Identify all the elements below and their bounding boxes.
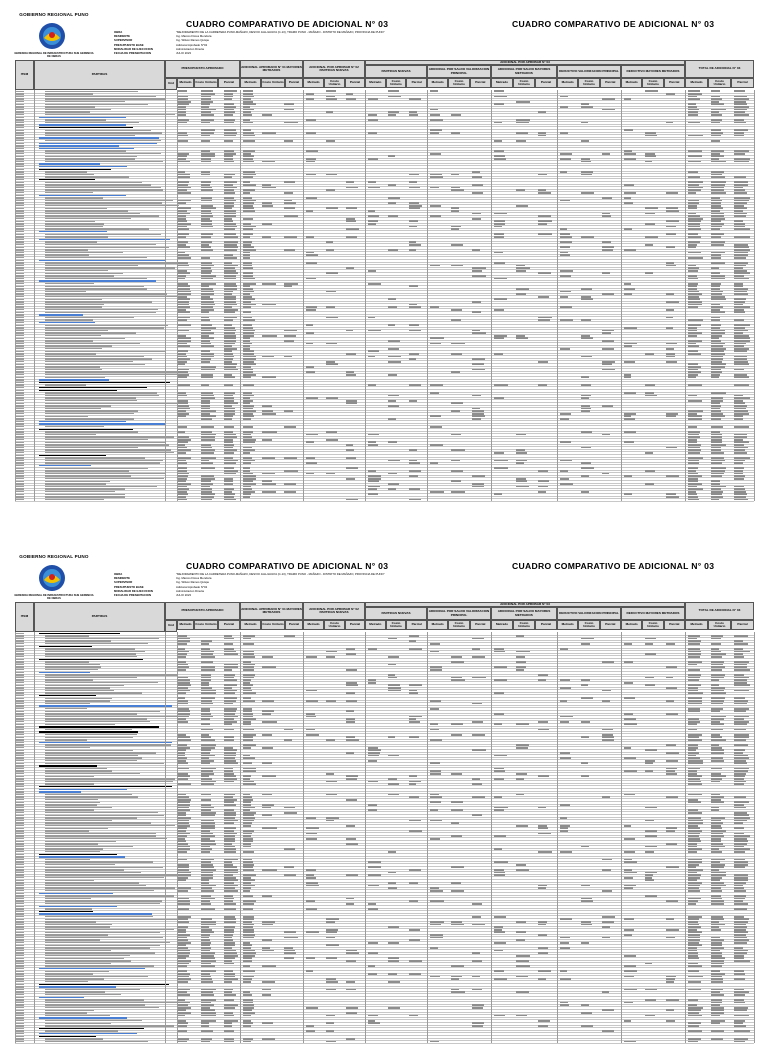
header-partidas-nuevas-metrado: Metrado [365,78,386,88]
row-value [178,1041,187,1043]
document-title-repeat: CUADRO COMPARATIVO DE ADICIONAL N° 03 [512,19,714,29]
header-adicional-por-aprobar: ADICIONAL POR APROBAR N° 02 PARTIDAS NUEVAS [303,602,365,620]
header-total-metrado: Metrado [685,620,708,630]
row-value [178,499,187,501]
header-total-metrado: Metrado [685,78,708,88]
meta-value: Administracion Directa [176,589,506,593]
header-deductivo-principal-costo_unitario: Costo Unitario [578,78,599,88]
header-deductivo-principal-metrado: Metrado [557,78,578,88]
meta-label: RESIDENTE [114,576,153,580]
header-partidas-nuevas-metrado: Metrado [365,620,386,630]
header-presupuesto-costo_unitario: Costo Unitario [194,620,218,630]
meta-label: PRESUPUESTO BASE [114,43,153,47]
header-adicional-por-aprobar-costo_unitario: Costo Unitario [324,78,345,88]
meta-value: "MEJORAMIENTO DE LA CARRETERA PUNO-MAÑAZO, DESVIO JALLIHUAYA (C-13), TRAMO PUNO - MAÑAZO - DISTRITO DE MAÑAZO, PROVINCIA DE PUNO" [176,30,506,34]
header-partidas: PARTIDAS [34,602,165,632]
header-deductivo-principal: DEDUCTIVO VALORIZACION PRINCIPAL [557,607,621,620]
header-deductivo-mayores: DEDUCTIVO MAYORES METRADOS [621,607,685,620]
header-partidas-nuevas-parcial: Parcial [406,78,427,88]
emblem-caption: GERENCIA REGIONAL DE INFRAESTRUCTURA SUB GERENCIA DE OBRAS [14,52,94,58]
header-deductivo-principal-costo_unitario: Costo Unitario [578,620,599,630]
header-adicional-03: ADICIONAL POR APROBAR N° 03 [365,60,685,65]
header-presupuesto-metrado: Metrado [177,620,194,630]
meta-values [176,30,506,55]
header-adicional-por-aprobar-parcial: Parcial [345,620,365,630]
meta-labels [114,30,153,55]
meta-label: OBRA [114,572,153,576]
organization-name: GOBIERNO REGIONAL PUNO [18,554,90,559]
header-deductivo-mayores-parcial: Parcial [664,78,685,88]
meta-value: JULIO 2023 [176,51,506,55]
header-presupuesto-metrado: Metrado [177,78,194,88]
header-total-costo_unitario: Costo Unitario [708,620,731,630]
row-value [201,1041,210,1043]
header-partidas: PARTIDAS [34,60,165,90]
row-item-code [16,1041,24,1043]
meta-labels [114,572,153,597]
header-adicional-por-aprobar-parcial: Parcial [345,78,365,88]
meta-value: Administracion Directa [176,47,506,51]
header-adicional-por-aprobar: ADICIONAL POR APROBAR N° 02 PARTIDAS NUEVAS [303,60,365,78]
document-title: CUADRO COMPARATIVO DE ADICIONAL N° 03 [186,19,388,29]
meta-value: JULIO 2023 [176,593,506,597]
meta-value: Adicional Aprobado N°02 [176,43,506,47]
row-value [430,1041,439,1043]
header-adicional-por-aprobar-metrado: Metrado [303,78,324,88]
header-total: TOTAL DE ADICIONAL N° 03 [685,602,754,620]
header-presupuesto-parcial: Parcial [218,78,240,88]
header-saldo-mayores-metrado: Metrado [491,620,513,630]
meta-label: PRESUPUESTO BASE [114,585,153,589]
document-title: CUADRO COMPARATIVO DE ADICIONAL N° 03 [186,561,388,571]
header-total: TOTAL DE ADICIONAL N° 03 [685,60,754,78]
meta-label: MODALIDAD DE EJECUCION [114,47,153,51]
header-deductivo-principal-parcial: Parcial [600,78,621,88]
header-saldo-principal: ADICIONAL POR SALDO VALORIZACION PRINCIPAL [427,607,491,620]
header-saldo-mayores-parcial: Parcial [535,78,557,88]
row-value [326,1041,336,1043]
header-saldo-mayores-parcial: Parcial [535,620,557,630]
regional-emblem-icon [38,564,66,592]
table-row [15,1040,754,1044]
header-adicional-aprobado-parcial: Parcial [285,78,303,88]
meta-label: OBRA [114,30,153,34]
meta-value: "MEJORAMIENTO DE LA CARRETERA PUNO-MAÑAZO, DESVIO JALLIHUAYA (C-13), TRAMO PUNO - MAÑAZO - DISTRITO DE MAÑAZO, PROVINCIA DE PUNO" [176,572,506,576]
table-row [15,498,754,502]
meta-label: MODALIDAD DE EJECUCION [114,589,153,593]
header-saldo-mayores: ADICIONAL POR SALDO MAYORES METRADOS [491,607,557,620]
header-deductivo-principal: DEDUCTIVO VALORIZACION PRINCIPAL [557,65,621,78]
meta-label: RESIDENTE [114,34,153,38]
header-partidas-nuevas-costo_unitario: Costo Unitario [386,78,407,88]
header-deductivo-mayores: DEDUCTIVO MAYORES METRADOS [621,65,685,78]
header-adicional-aprobado-metrado: Metrado [240,620,261,630]
row-value [734,1041,745,1043]
row-value [711,499,719,501]
header-saldo-principal-parcial: Parcial [470,78,491,88]
header-deductivo-mayores-metrado: Metrado [621,78,642,88]
header-item: ITEM [15,602,34,632]
header-saldo-mayores: ADICIONAL POR SALDO MAYORES METRADOS [491,65,557,78]
meta-value: Adicional Aprobado N°02 [176,585,506,589]
row-value [688,1041,698,1043]
header-und: Und [165,78,177,90]
organization-name: GOBIERNO REGIONAL PUNO [18,12,90,17]
header-saldo-mayores-costo_unitario: Costo Unitario [513,78,535,88]
meta-value: Ing. Marcos Flores Mendoza [176,34,506,38]
header-saldo-principal-costo_unitario: Costo Unitario [448,78,469,88]
document-title-repeat: CUADRO COMPARATIVO DE ADICIONAL N° 03 [512,561,714,571]
row-value [224,499,236,501]
meta-label: SUPERVISOR [114,580,153,584]
header-partidas-nuevas: PARTIDAS NUEVAS [365,607,427,620]
header-total-costo_unitario: Costo Unitario [708,78,731,88]
row-description [45,499,104,501]
header-presupuesto-costo_unitario: Costo Unitario [194,78,218,88]
row-value [243,1041,251,1043]
header-adicional-aprobado-parcial: Parcial [285,620,303,630]
meta-value: Ing. Wilson Ramos Quispe [176,580,506,584]
header-adicional-aprobado-metrado: Metrado [240,78,261,88]
header-deductivo-mayores-parcial: Parcial [664,620,685,630]
row-value [688,499,699,501]
header-saldo-mayores-metrado: Metrado [491,78,513,88]
header-adicional-aprobado-costo_unitario: Costo Unitario [261,620,285,630]
header-presupuesto: PRESUPUESTO APROBADO [165,602,240,620]
page-1 [0,12,768,482]
header-deductivo-mayores-costo_unitario: Costo Unitario [642,78,663,88]
row-description [45,1041,148,1043]
header-adicional-por-aprobar-metrado: Metrado [303,620,324,630]
header-saldo-mayores-costo_unitario: Costo Unitario [513,620,535,630]
header-deductivo-mayores-metrado: Metrado [621,620,642,630]
row-value [346,499,358,501]
header-adicional-aprobado-costo_unitario: Costo Unitario [261,78,285,88]
row-value [409,499,421,501]
row-item-code [16,499,24,501]
header-partidas-nuevas-parcial: Parcial [406,620,427,630]
header-presupuesto: PRESUPUESTO APROBADO [165,60,240,78]
regional-emblem-icon [38,22,66,50]
header-total-parcial: Parcial [731,620,754,630]
header-presupuesto-parcial: Parcial [218,620,240,630]
header-saldo-principal-metrado: Metrado [427,620,448,630]
header-adicional-aprobado: ADICIONAL APROBADO N° 01 MAYORES METRADOS [240,602,303,620]
header-deductivo-principal-parcial: Parcial [600,620,621,630]
row-value [201,499,212,501]
meta-value: Ing. Wilson Ramos Quispe [176,38,506,42]
header-partidas-nuevas: PARTIDAS NUEVAS [365,65,427,78]
row-value [224,1041,234,1043]
meta-label: FECHA DE PRESENTACION [114,51,153,55]
header-saldo-principal: ADICIONAL POR SALDO VALORIZACION PRINCIPAL [427,65,491,78]
header-und: Und [165,620,177,632]
page-2 [0,554,768,1024]
row-value [624,1041,636,1043]
header-adicional-aprobado: ADICIONAL APROBADO N° 01 MAYORES METRADOS [240,60,303,78]
meta-label: FECHA DE PRESENTACION [114,593,153,597]
header-adicional-03: ADICIONAL POR APROBAR N° 03 [365,602,685,607]
header-item: ITEM [15,60,34,90]
header-total-parcial: Parcial [731,78,754,88]
emblem-caption: GERENCIA REGIONAL DE INFRAESTRUCTURA SUB GERENCIA DE OBRAS [14,594,94,600]
header-saldo-principal-metrado: Metrado [427,78,448,88]
header-deductivo-principal-metrado: Metrado [557,620,578,630]
header-deductivo-mayores-costo_unitario: Costo Unitario [642,620,663,630]
header-saldo-principal-parcial: Parcial [470,620,491,630]
header-saldo-principal-costo_unitario: Costo Unitario [448,620,469,630]
meta-label: SUPERVISOR [114,38,153,42]
meta-value: Ing. Marcos Flores Mendoza [176,576,506,580]
header-adicional-por-aprobar-costo_unitario: Costo Unitario [324,620,345,630]
meta-values [176,572,506,597]
header-partidas-nuevas-costo_unitario: Costo Unitario [386,620,407,630]
row-value [734,499,748,501]
